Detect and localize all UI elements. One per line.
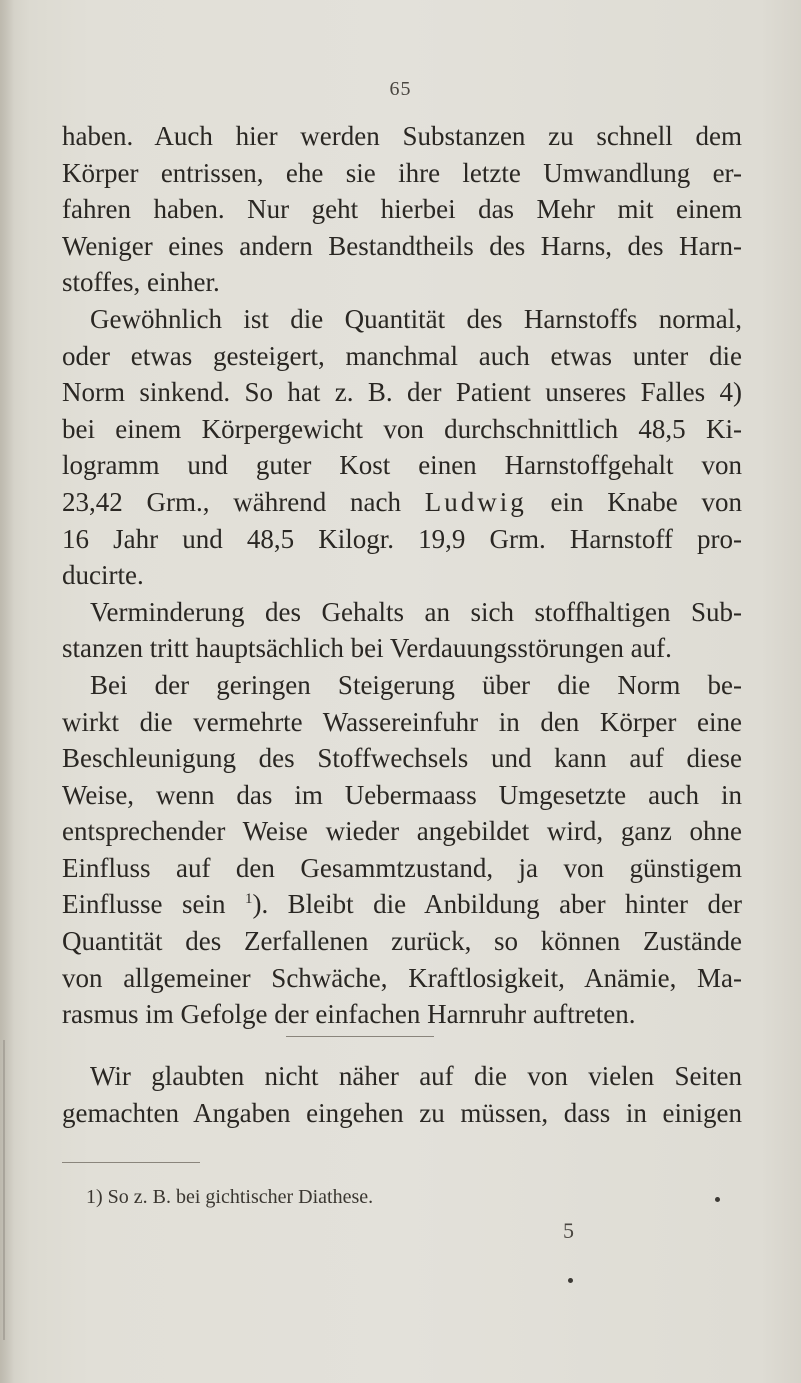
footnote: 1) So z. B. bei gichtischer Diathese. [86, 1186, 374, 1208]
footnote-rule [62, 1162, 200, 1163]
section-separator [286, 1036, 434, 1037]
text-line: Gewöhnlich ist die Quantität des Harnstoffs normal, [90, 303, 742, 334]
text-line: Körper entrissen, ehe sie ihre letzte Umwandlung er- [62, 157, 742, 188]
text-line: Norm sinkend. So hat z. B. der Patient unseres Falles 4) [62, 377, 742, 408]
text-line: oder etwas gesteigert, manchmal auch etwas unter die [62, 340, 742, 371]
body-text [62, 118, 742, 1033]
text-fragment: Einflusse sein [62, 889, 226, 920]
text-line: Verminderung des Gehalts an sich stoffhaltigen Sub- [90, 596, 742, 627]
text-line: Bei der geringen Steigerung über die Norm be- [90, 669, 742, 700]
text-line: 16 Jahr und 48,5 Kilogr. 19,9 Grm. Harnstoff pro- [62, 523, 742, 554]
text-line: Weise, wenn das im Uebermaass Umgesetzte auch in [62, 779, 742, 810]
stray-mark [568, 1278, 573, 1283]
text-line: fahren haben. Nur geht hierbei das Mehr mit einem [62, 194, 742, 225]
stray-mark [715, 1197, 720, 1202]
text-line: Weniger eines andern Bestandtheils des Harns, des Harn- [62, 230, 742, 261]
text-line: Wir glaubten nicht näher auf die von vielen Seiten [90, 1061, 742, 1091]
footnote-reference[interactable]: 1 [244, 891, 253, 908]
text-line: wirkt die vermehrte Wassereinfuhr in den Körper eine [62, 706, 742, 737]
text-line: stoffes, einher. [62, 267, 220, 298]
continued-text [62, 1058, 742, 1131]
text-line: Beschleunigung des Stoffwechsels und kann auf diese [62, 743, 742, 774]
text-fragment: 23,42 Grm., während nach [62, 486, 401, 517]
text-fragment: ). Bleibt die Anbildung aber hinter der [252, 889, 742, 920]
text-line: logramm und guter Kost einen Harnstoffgehalt von [62, 450, 742, 481]
text-line: ducirte. [62, 560, 144, 591]
text-line: gemachten Angaben eingehen zu müssen, dass in einigen [62, 1097, 742, 1128]
text-fragment: ein Knabe von [550, 486, 743, 517]
text-line: von allgemeiner Schwäche, Kraftlosigkeit, Anämie, Ma- [62, 962, 742, 993]
margin-rule [3, 1040, 5, 1340]
text-line: rasmus im Gefolge der einfachen Harnruhr auftreten. [62, 999, 636, 1030]
text-line [62, 886, 742, 923]
text-line: entsprechender Weise wieder angebildet wird, ganz ohne [62, 816, 742, 847]
text-line: haben. Auch hier werden Substanzen zu schnell dem [62, 121, 742, 151]
text-line: Quantität des Zerfallenen zurück, so können Zustände [62, 926, 742, 957]
author-name-ludwig: Ludwig [424, 486, 527, 517]
signature-mark: 5 [563, 1218, 574, 1243]
text-line: bei einem Körpergewicht von durchschnittlich 48,5 Ki- [62, 413, 742, 444]
text-line [62, 484, 742, 521]
page-number: 65 [389, 78, 412, 100]
text-line: Einfluss auf den Gesammtzustand, ja von günstigem [62, 852, 742, 883]
text-line: stanzen tritt hauptsächlich bei Verdauungsstörungen auf. [62, 633, 672, 664]
